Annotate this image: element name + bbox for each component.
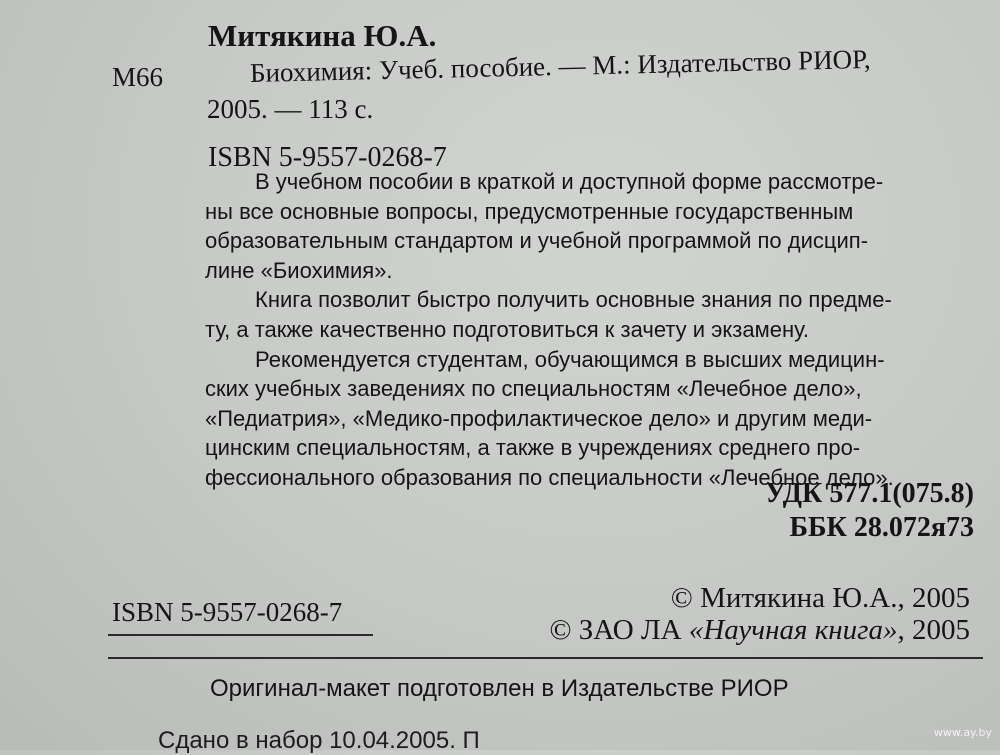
isbn-underline (108, 634, 373, 636)
udk-code: УДК 577.1(075.8) (765, 478, 974, 509)
print-date-line: Сдано в набор 10.04.2005. П (158, 727, 480, 754)
isbn-top: ISBN 5-9557-0268-7 (208, 142, 447, 173)
abstract-line: ских учебных заведениях по специальностям «Лечебное дело», (205, 376, 862, 402)
copyright-publisher (549, 614, 970, 647)
copyright-publisher-prefix: © ЗАО ЛА (549, 614, 689, 646)
abstract-line: фессионального образования по специальности «Лечебное дело». (205, 464, 894, 490)
isbn-bottom: ISBN 5-9557-0268-7 (112, 597, 343, 627)
catalog-index: М66 (112, 62, 164, 92)
bbk-code: ББК 28.072я73 (789, 512, 974, 543)
author-heading: Митякина Ю.А. (208, 18, 437, 53)
footer-divider (108, 657, 983, 659)
abstract-line: В учебном пособии в краткой и доступной форме рассмотре- (255, 169, 884, 194)
abstract-line: ту, а также качественно подготовиться к зачету и экзамену. (205, 316, 810, 342)
abstract-line: лине «Биохимия». (205, 257, 393, 283)
abstract-line: Рекомендуется студентам, обучающимся в высших медицин- (255, 346, 885, 372)
copyright-publisher-year: , 2005 (897, 614, 970, 646)
watermark: www.ay.by (933, 726, 992, 739)
copyright-author: © Митякина Ю.А., 2005 (670, 582, 970, 614)
copyright-publisher-name: «Научная книга» (688, 614, 898, 646)
layout-note: Оригинал-макет подготовлен в Издательстве РИОР (210, 675, 789, 702)
abstract (205, 167, 975, 493)
abstract-line: «Педиатрия», «Медико-профилактическое дело» и другим меди- (205, 405, 873, 431)
bibliography-line-1: Биохимия: Учеб. пособие. — М.: Издательство РИОР, (249, 43, 871, 88)
abstract-line: Книга позволит быстро получить основные знания по предме- (255, 287, 892, 313)
abstract-line: ны все основные вопросы, предусмотренные государственным (205, 198, 854, 224)
abstract-line: цинским специальностям, а также в учреждениях среднего про- (205, 435, 861, 461)
abstract-line: образовательным стандартом и учебной программой по дисцип- (205, 228, 869, 254)
bibliography-line-2: 2005. — 113 с. (207, 94, 374, 124)
